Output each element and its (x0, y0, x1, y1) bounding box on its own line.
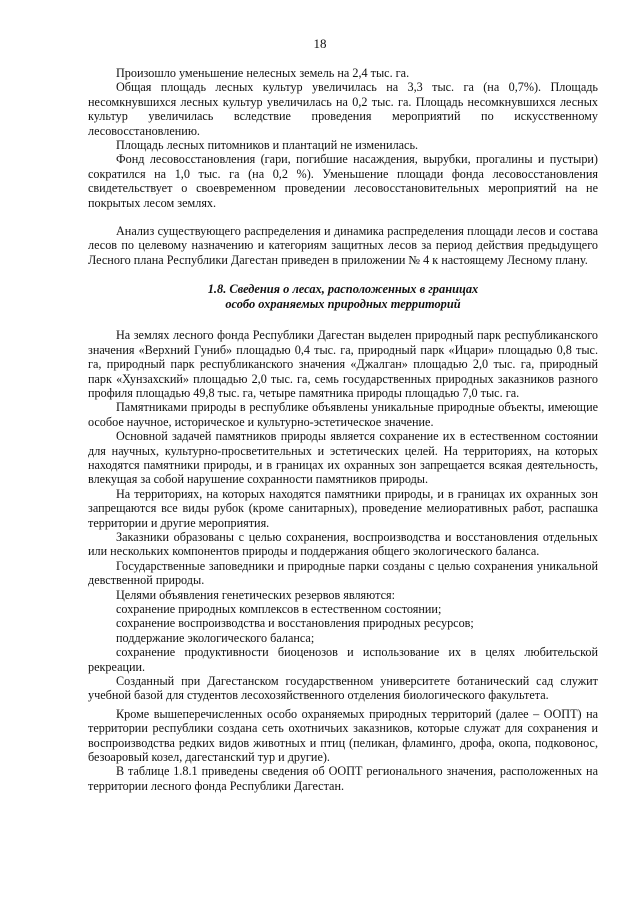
paragraph: Общая площадь лесных культур увеличилась на 3,3 тыс. га (на 0,7%). Площадь несомкнувшихся лесных культур увеличилась на 0,2 тыс. га. Площадь несомкнувшихся лесных культур увеличилась вследствие проведения мероприятий по искусственному лесовосстановлению. (88, 80, 598, 138)
paragraph: Основной задачей памятников природы является сохранение их в естественном состоянии для научных, культурно-просветительных и эстетических целей. На территориях, на которых находятся памятники природы, и в границах их охранных зон запрещается всякая деятельность, влекущая за собой нарушение сохранности памятников природы. (88, 429, 598, 487)
paragraph: Площадь лесных питомников и плантаций не изменилась. (116, 138, 419, 153)
paragraph: Памятниками природы в республике объявлены уникальные природные объекты, имеющие особое научное, историческое и культурно-эстетическое значение. (88, 400, 598, 429)
paragraph: Государственные заповедники и природные парки созданы с целью сохранения уникальной девственной природы. (88, 558, 598, 588)
list-item: сохранение природных комплексов в естественном состоянии; (116, 602, 442, 616)
section-heading-line-1: 1.8. Сведения о лесах, расположенных в границах (207, 282, 479, 297)
analysis-paragraph: Анализ существующего распределения и динамика распределения площади лесов и состава лесов по целевому назначению и категориям защитных лесов за период действия предыдущего Лесного плана Республики Дагестан приведен в приложении № 4 к настоящему Лесному плану. (88, 224, 598, 267)
list-intro: Целями объявления генетических резервов являются: (116, 587, 395, 602)
paragraph: В таблице 1.8.1 приведены сведения об ООПТ регионального значения, расположенных на территории лесного фонда Республики Дагестан. (88, 764, 598, 793)
paragraph: Созданный при Дагестанском государственном университете ботанический сад служит учебной базой для студентов лесохозяйственного отделения биологического факультета. (88, 674, 598, 703)
section-heading-line-2: особо охраняемых природных территорий (225, 296, 461, 311)
paragraph: Кроме вышеперечисленных особо охраняемых природных территорий (далее – ООПТ) на территории республики создана сеть охотничьих заказников, которые служат для сохранения и воспроизводства редких видов животных и птиц (пеликан, фламинго, дрофа, окопа, подковонос, безоаровый козел, дагестанский тур и другие). (88, 706, 598, 765)
paragraph: Заказники образованы с целью сохранения, воспроизводства и восстановления отдельных или нескольких компонентов природы и поддержания общего экологического баланса. (88, 529, 598, 559)
list-item: сохранение продуктивности биоценозов и использование их в целях любительской рекреации. (88, 645, 598, 674)
paragraph: На землях лесного фонда Республики Дагестан выделен природный парк республиканского значения «Верхний Гуниб» площадью 0,4 тыс. га, природный парк «Ицари» площадью 0,8 тыс. га, природный парк республиканского значения «Джалган» площадью 2,0 тыс. га, природный парк «Хунзахский» площадью 2,0 тыс. га, семь государственных природных заказников разного профиля площадью 49,8 тыс. га, четыре памятника природы площадью 7,0 тыс. га. (88, 328, 598, 400)
section-heading (88, 282, 598, 311)
list-item: поддержание экологического баланса; (116, 630, 315, 645)
paragraph: На территориях, на которых находятся памятники природы, и в границах их охранных зон запрещаются все виды рубок (кроме санитарных), проведение мелиоративных работ, распашка территории и другие мероприятия. (88, 486, 598, 530)
paragraph: Фонд лесовосстановления (гари, погибшие насаждения, вырубки, прогалины и пустыри) сократился на 1,0 тыс. га (на 0,2 %). Уменьшение площади фонда лесовосстановления свидетельствует о своевременном проведении лесовосстановительных мероприятий на не покрытых лесом землях. (88, 152, 598, 210)
paragraph: Произошло уменьшение нелесных земель на 2,4 тыс. га. (116, 66, 410, 80)
page-number: 18 (313, 36, 327, 51)
document-body (88, 66, 598, 793)
list-item: сохранение воспроизводства и восстановления природных ресурсов; (116, 616, 474, 631)
